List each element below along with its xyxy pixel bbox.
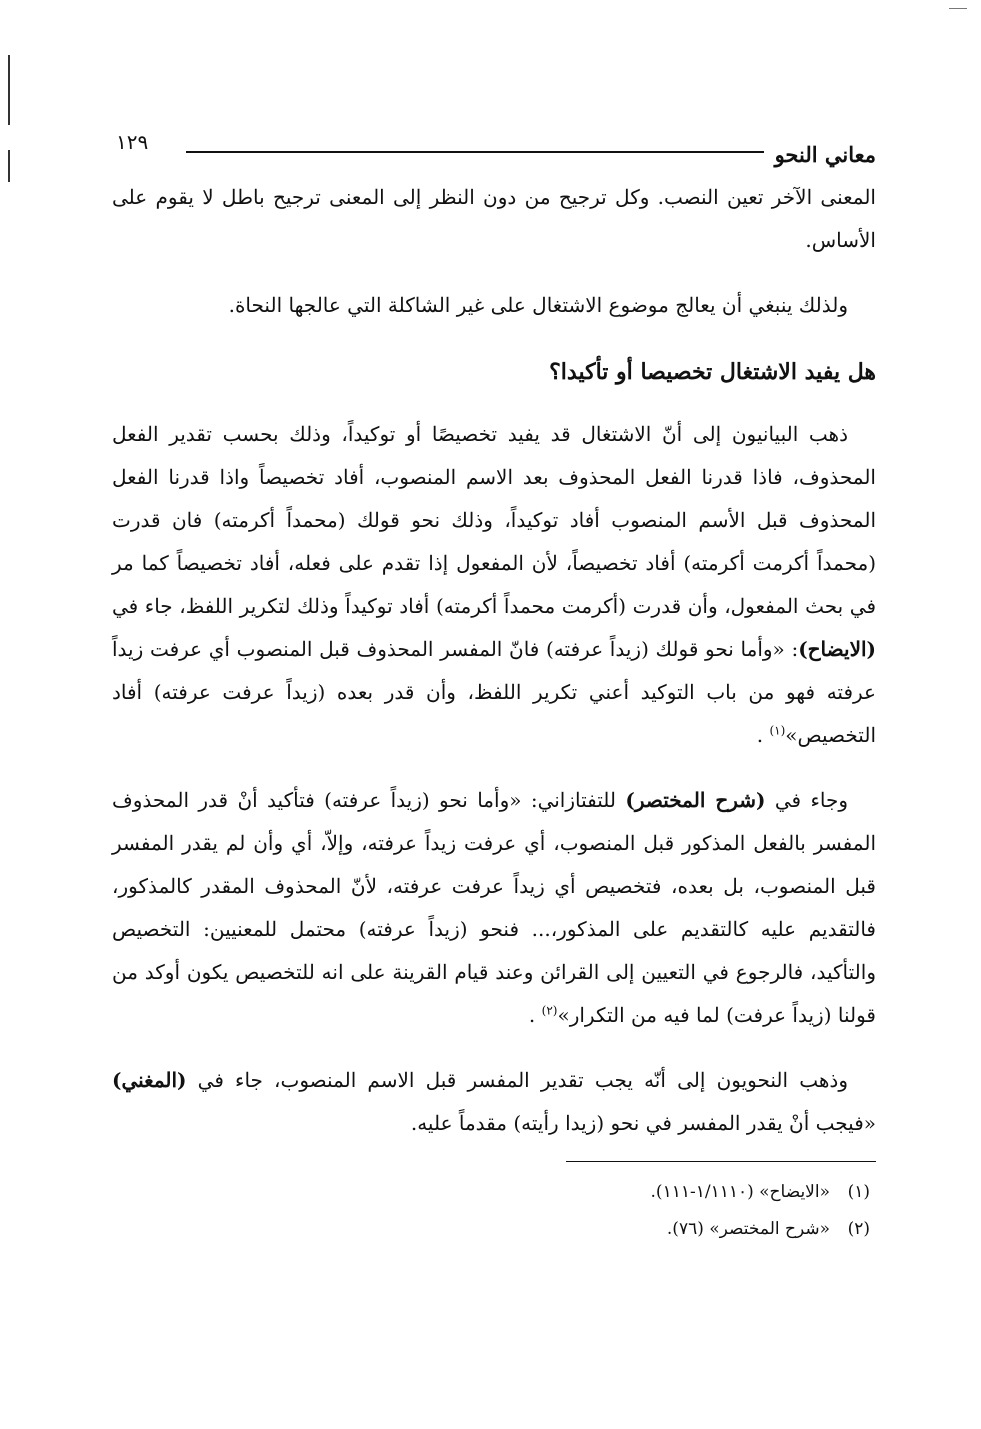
paragraph-2 <box>112 284 876 327</box>
paragraph-5 <box>112 1059 876 1145</box>
paragraph-end: . <box>528 1003 542 1027</box>
scan-corner-mark <box>949 8 967 9</box>
page-number: ١٢٩ <box>116 130 149 154</box>
header-rule <box>186 151 764 153</box>
book-page <box>112 126 876 1248</box>
footnote-ref: (٢) <box>541 1003 558 1018</box>
running-title: معاني النحو <box>774 142 876 167</box>
book-title-ref: (المغني) <box>112 1068 187 1092</box>
quotation-text: : «وأما نحو قولك (زيداً عرفته) فانّ المفسر المحذوف قبل المنصوب أي عرفت زيداً عرفته فهو من باب التوكيد أعني تكرير اللفظ، وأن قدر بعده (زيداً عرفت عرفته) أفاد التخصيص» <box>112 637 876 747</box>
footnote <box>112 1211 876 1248</box>
scan-margin-mark <box>8 55 10 125</box>
book-title-ref: (الايضاح) <box>798 637 876 661</box>
quotation-text: «فيجب أنْ يقدر المفسر في نحو (زيدا رأيته) مقدماً عليه. <box>410 1111 876 1135</box>
footnote-text: «شرح المختصر» (٧٦). <box>666 1219 830 1239</box>
paragraph-end: . <box>756 723 770 747</box>
paragraph-4 <box>112 779 876 1037</box>
section-heading: هل يفيد الاشتغال تخصيصا أو تأكيدا؟ <box>549 359 876 385</box>
paragraph-3 <box>112 413 876 757</box>
running-header <box>112 126 876 176</box>
paragraph-text: ذهب البيانيون إلى أنّ الاشتغال قد يفيد تخصيصًا أو توكيداً، وذلك بحسب تقدير الفعل المحذوف، فاذا قدرنا الفعل المحذوف بعد الاسم المنصوب، أفاد تخصيصاً واذا قدرنا الفعل المحذوف قبل الأسم المنصوب أفاد توكيداً، وذلك نحو قولك (محمداً أكرمته) فان قدرت (محمداً أكرمت أكرمته) أفاد تخصيصاً، لأن المفعول إذا تقدم على فعله، أفاد تخصيصاً كما مر في بحث المفعول، وأن قدرت (أكرمت محمداً أكرمته) أفاد توكيداً وذلك لتكرير اللفظ، جاء في <box>112 422 876 618</box>
scan-margin-mark <box>8 150 10 182</box>
footnote <box>112 1174 876 1211</box>
paragraph-1 <box>112 176 876 262</box>
book-title-ref: (شرح المختصر) <box>625 788 766 812</box>
footnote-ref: (١) <box>769 723 786 738</box>
footnote-number: (١) <box>847 1182 870 1202</box>
footnote-separator <box>566 1161 876 1162</box>
paragraph-text: وجاء في <box>765 788 849 812</box>
footnotes <box>112 1174 876 1248</box>
footnote-text: «الايضاح» (١/١١١٠-١١١). <box>650 1182 830 1202</box>
paragraph-text: وذهب النحويون إلى أنّه يجب تقدير المفسر قبل الاسم المنصوب، جاء في <box>186 1068 848 1092</box>
paragraph-text: المعنى الآخر تعين النصب. وكل ترجيح من دون النظر إلى المعنى ترجيح باطل لا يقوم على الأساس. <box>112 185 876 252</box>
paragraph-text: ولذلك ينبغي أن يعالج موضوع الاشتغال على غير الشاكلة التي عالجها النحاة. <box>228 293 848 317</box>
footnote-number: (٢) <box>847 1219 870 1239</box>
quotation-text: للتفتازاني: «وأما نحو (زيداً عرفته) فتأكيد أنْ قدر المحذوف المفسر بالفعل المذكور قبل المنصوب، أي عرفت زيداً عرفته، وإلاّ، أي وأن لم يقدر المفسر قبل المنصوب، بل بعده، فتخصيص أي زيداً عرفت عرفته، لأنّ المحذوف المقدر كالمذكور، فالتقديم عليه كالتقديم على المذكور،... فنحو (زيداً عرفته) محتمل للمعنيين: التخصيص والتأكيد، فالرجوع في التعيين إلى القرائن وعند قيام القرينة على انه للتخصيص يكون أوكد من قولنا (زيداً عرفت) لما فيه من التكرار» <box>112 788 876 1027</box>
